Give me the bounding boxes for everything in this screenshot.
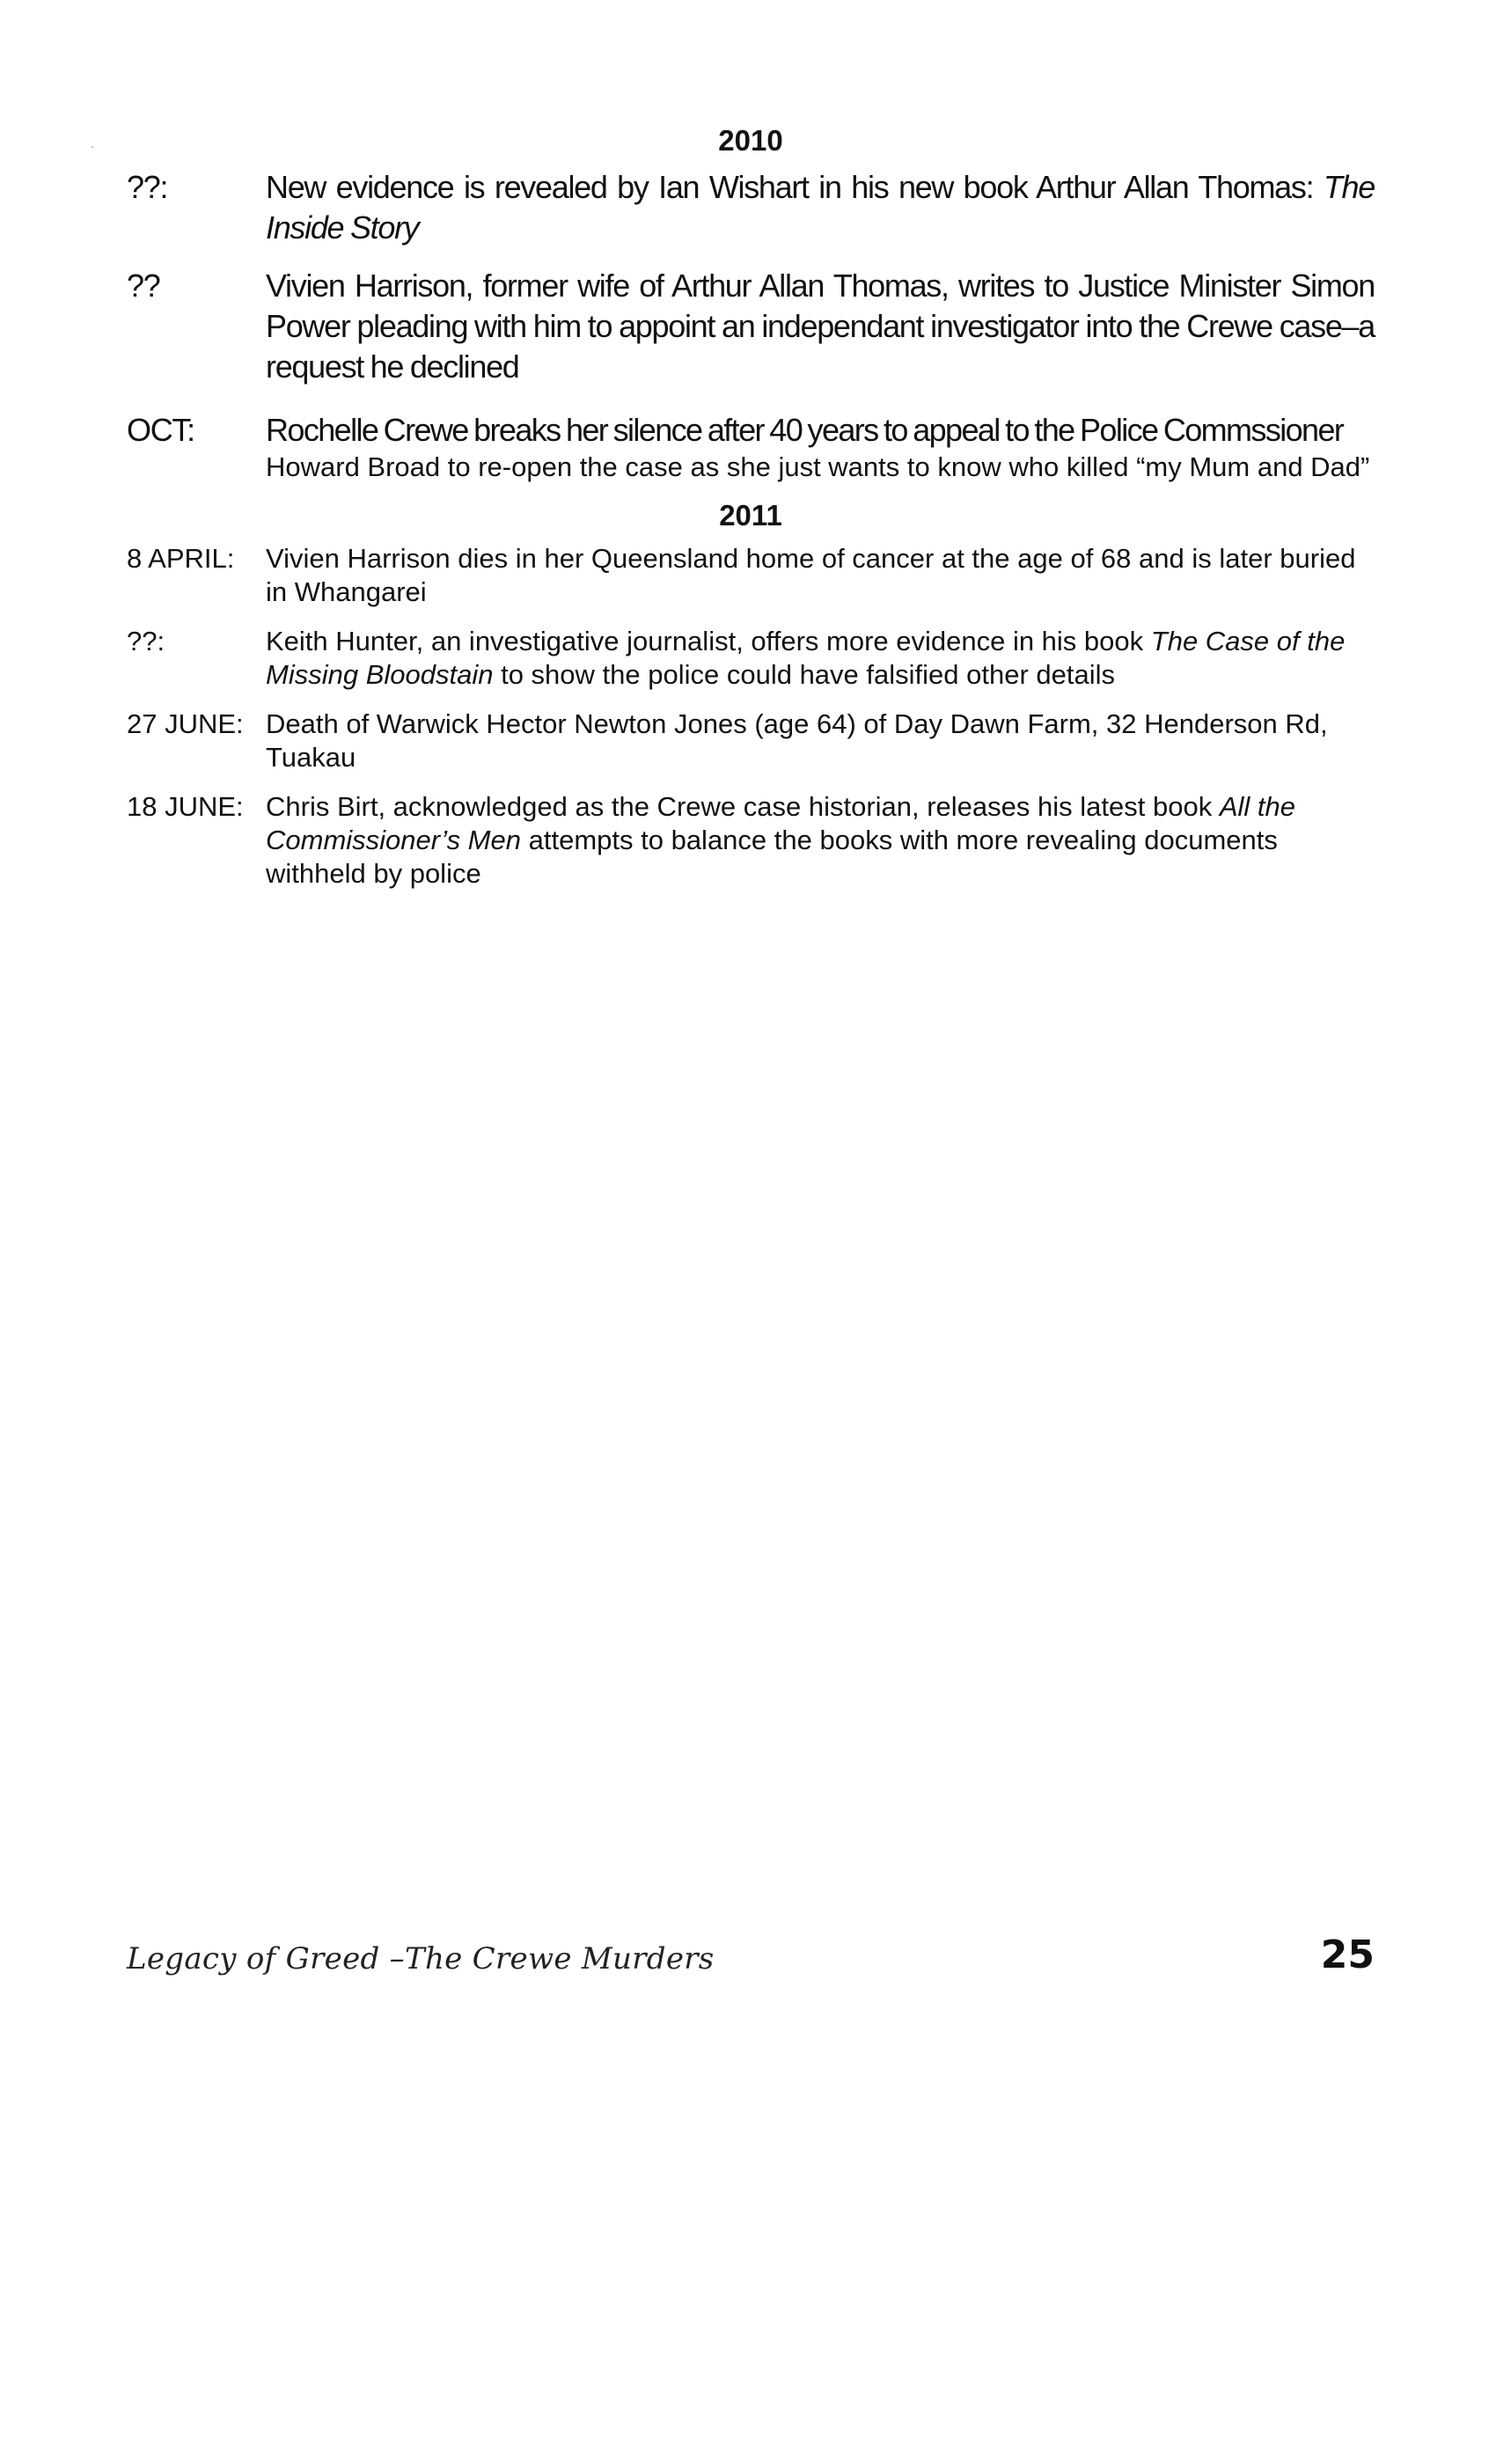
entry-text: Death of Warwick Hector Newton Jones (age 64) of Day Dawn Farm, 32 Henderson Rd, Tuakau: [266, 708, 1328, 773]
entry-text-part: to show the police could have falsified other details: [493, 659, 1116, 690]
entry-date: 27 JUNE:: [127, 708, 244, 739]
page-footer: [127, 1932, 1375, 1985]
entry-date: 18 JUNE:: [127, 791, 244, 822]
entry-text: Vivien Harrison, former wife of Arthur Allan Thomas, writes to Justice Minister Simon Power pleading with him to appoint an independant investigator into the Crewe case–a request he declined: [266, 268, 1375, 385]
entry-date: 8 APRIL:: [127, 543, 235, 574]
entry-text: Vivien Harrison dies in her Queensland home of cancer at the age of 68 and is later buried in Whangarei: [266, 543, 1356, 607]
running-book-title: Legacy of Greed –The Crewe Murders: [127, 1941, 715, 1976]
entry-text-part: Rochelle Crewe breaks her silence after 40 years to appeal to the Police Commssioner: [266, 412, 1344, 448]
entry-date: ??:: [127, 169, 168, 205]
entry-text: [266, 167, 1375, 248]
entry-date: ??: [127, 268, 160, 304]
entry-text-part: attempts to balance the books with more revealing documents withheld by police: [266, 825, 1278, 889]
book-title-italic: The Case of the Missing Bloodstain: [266, 626, 1346, 690]
timeline-entry: [127, 167, 1375, 248]
book-title-italic: All the Commissioner’s Men: [266, 791, 1295, 855]
timeline: [127, 123, 1375, 906]
entry-date: ??:: [127, 626, 165, 656]
entry-date: OCT:: [127, 412, 194, 448]
timeline-entry: [127, 542, 1375, 609]
timeline-entry: [127, 790, 1375, 891]
timeline-entry: [127, 625, 1375, 692]
page-number: 25: [1320, 1932, 1375, 1977]
timeline-entry: [127, 410, 1375, 484]
entry-text: [266, 410, 1375, 484]
scan-speck: [92, 146, 93, 148]
entry-text-part: Howard Broad to re-open the case as she just wants to know who killed “my Mum and Dad”: [266, 451, 1370, 482]
year-heading-2010: 2010: [718, 124, 783, 157]
entry-text: [266, 790, 1375, 891]
timeline-entry: [127, 266, 1375, 387]
year-heading-2011: 2011: [719, 499, 782, 532]
entry-text-part: Chris Birt, acknowledged as the Crewe case historian, releases his latest book: [266, 791, 1220, 822]
timeline-entry: [127, 708, 1375, 774]
entry-text-part: New evidence is revealed by Ian Wishart in his new book Arthur Allan Thomas:: [266, 169, 1324, 205]
book-title-italic: The Inside Story: [266, 169, 1375, 246]
entry-text: [266, 625, 1375, 692]
entry-text-part: Keith Hunter, an investigative journalist, offers more evidence in his book: [266, 626, 1151, 656]
